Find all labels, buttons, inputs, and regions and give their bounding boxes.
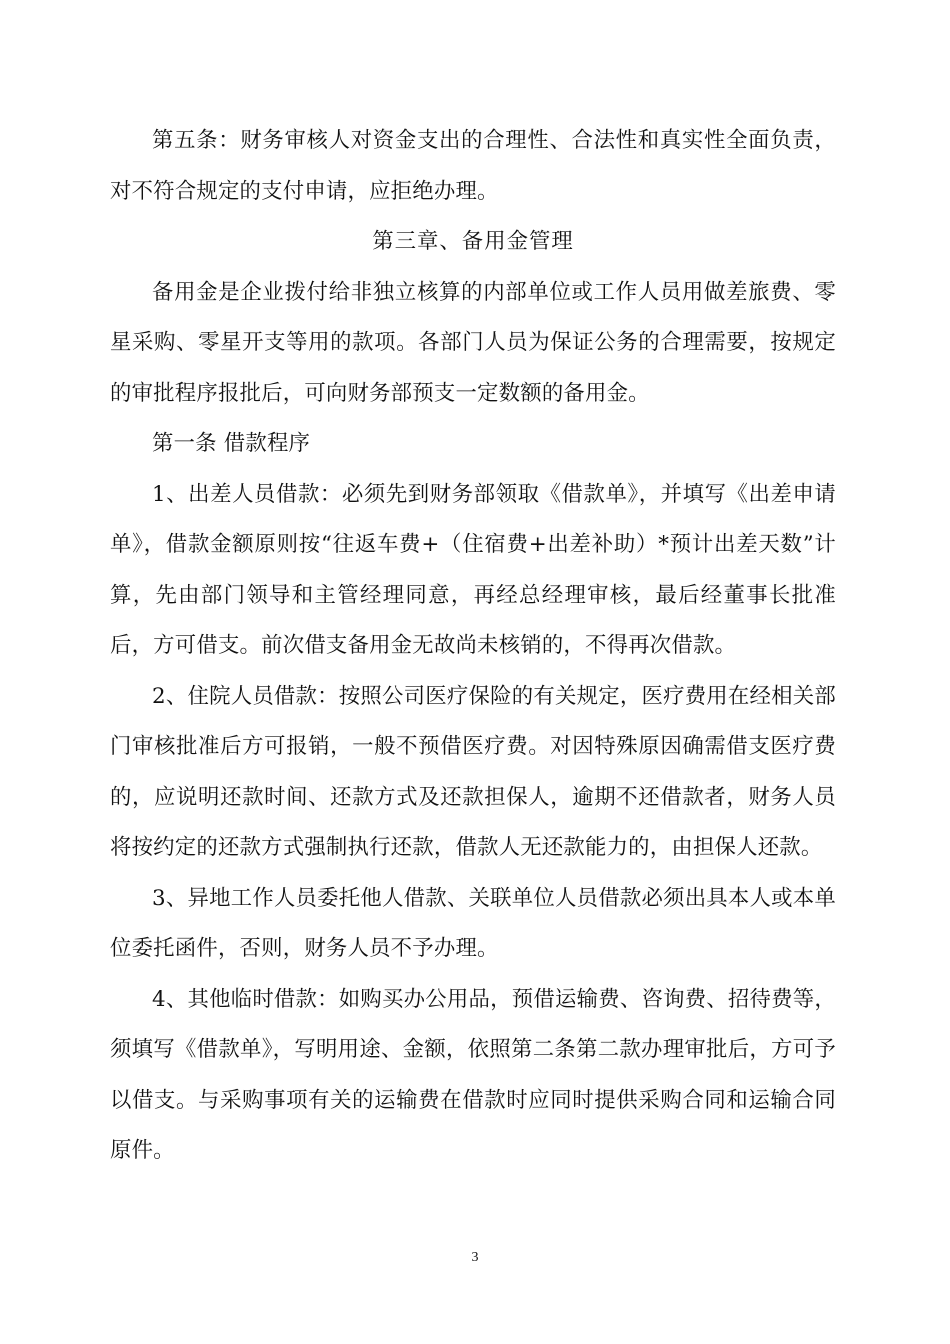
paragraph-petty-cash-definition: 备用金是企业拨付给非独立核算的内部单位或工作人员用做差旅费、零星采购、零星开支等用的款项。各部门人员为保证公务的合理需要，按规定的审批程序报批后，可向财务部预支一定数额的备用金。 xyxy=(110,279,836,406)
paragraph-temporary-borrowing: 4、其他临时借款：如购买办公用品，预借运输费、咨询费、招待费等，须填写《借款单》，写明用途、金额，依照第二条第二款办理审批后，方可予以借支。与采购事项有关的运输费在借款时应同时提供采购合同和运输合同原件。 xyxy=(110,986,836,1163)
paragraph-business-trip-borrowing: 1、出差人员借款：必须先到财务部领取《借款单》，并填写《出差申请单》，借款金额原则按“往返车费+（住宿费+出差补助）*预计出差天数”计算，先由部门领导和主管经理同意，再经总经理审核，最后经董事长批准后，方可借支。前次借支备用金无故尚未核销的，不得再次借款。 xyxy=(110,481,836,658)
article-heading-borrowing-procedure: 第一条 借款程序 xyxy=(152,431,311,456)
chapter-heading: 第三章、备用金管理 xyxy=(372,229,574,254)
page-number: 3 xyxy=(471,1250,479,1265)
paragraph-remote-staff-borrowing: 3、异地工作人员委托他人借款、关联单位人员借款必须出具本人或本单位委托函件，否则，财务人员不予办理。 xyxy=(110,885,836,961)
paragraph-article-five: 第五条：财务审核人对资金支出的合理性、合法性和真实性全面负责，对不符合规定的支付申请，应拒绝办理。 xyxy=(110,128,836,204)
document-body xyxy=(110,116,836,1177)
paragraph-hospitalization-borrowing: 2、住院人员借款：按照公司医疗保险的有关规定，医疗费用在经相关部门审核批准后方可报销，一般不预借医疗费。对因特殊原因确需借支医疗费的，应说明还款时间、还款方式及还款担保人，逾期不还借款者，财务人员将按约定的还款方式强制执行还款，借款人无还款能力的，由担保人还款。 xyxy=(110,683,836,860)
